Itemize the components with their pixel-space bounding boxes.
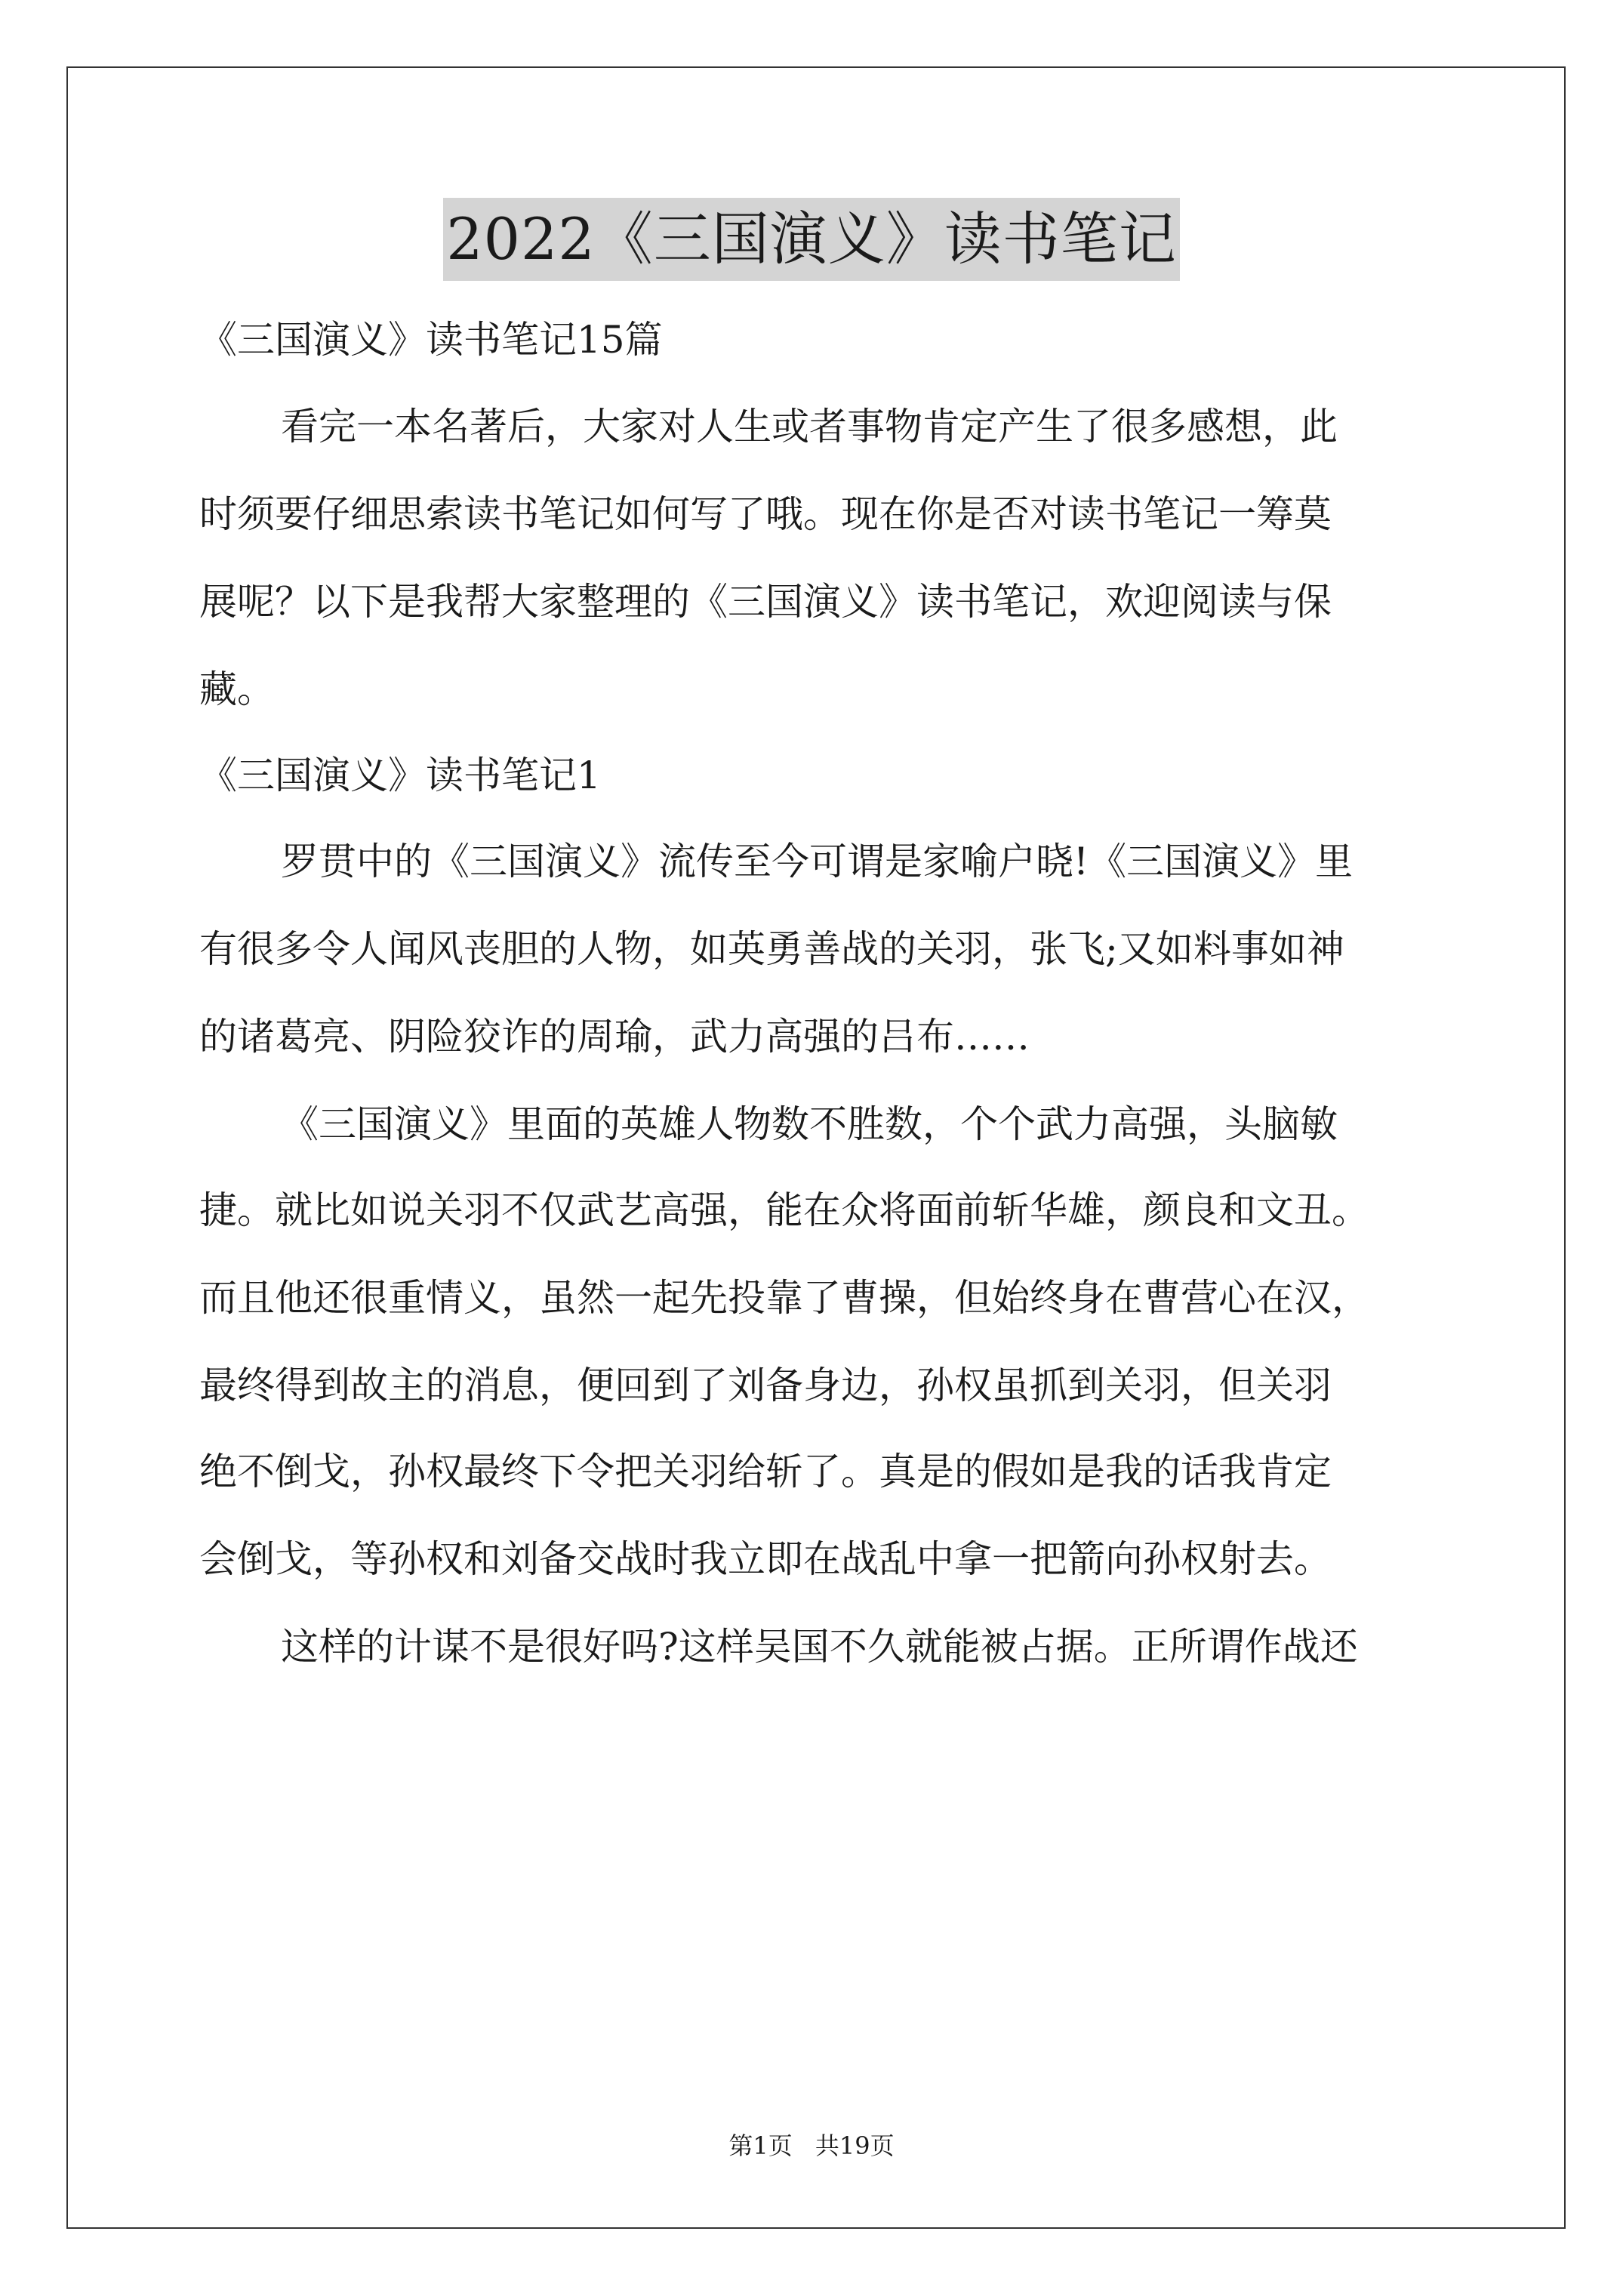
paragraph-line: 的诸葛亮、阴险狡诈的周瑜，武力高强的吕布…… [199, 1015, 1030, 1059]
paragraph-line: 展呢？以下是我帮大家整理的《三国演义》读书笔记，欢迎阅读与保 [199, 580, 1332, 624]
page-footer [0, 2131, 1623, 2161]
title-container [0, 198, 1623, 281]
section-heading: 《三国演义》读书笔记15篇 [199, 318, 663, 362]
page-border [66, 66, 1566, 2229]
page-total: 共19页 [815, 2131, 895, 2160]
paragraph-line: 捷。就比如说关羽不仅武艺高强，能在众将面前斩华雄，颜良和文丑。 [199, 1188, 1369, 1232]
paragraph-line: 罗贯中的《三国演义》流传至今可谓是家喻户晓!《三国演义》里 [281, 840, 1354, 883]
section-heading: 《三国演义》读书笔记1 [199, 754, 601, 797]
paragraph-line: 会倒戈，等孙权和刘备交战时我立即在战乱中拿一把箭向孙权射去。 [199, 1537, 1332, 1581]
paragraph-line: 有很多令人闻风丧胆的人物，如英勇善战的关羽，张飞;又如料事如神 [199, 927, 1344, 971]
paragraph-line: 时须要仔细思索读书笔记如何写了哦。现在你是否对读书笔记一筹莫 [199, 492, 1332, 536]
paragraph-line: 绝不倒戈，孙权最终下令把关羽给斩了。真是的假如是我的话我肯定 [199, 1450, 1332, 1493]
paragraph-line: 而且他还很重情义，虽然一起先投靠了曹操，但始终身在曹营心在汉， [199, 1276, 1369, 1320]
paragraph-line: 《三国演义》里面的英雄人物数不胜数，个个武力高强，头脑敏 [281, 1102, 1338, 1146]
paragraph-line: 这样的计谋不是很好吗?这样吴国不久就能被占据。正所谓作战还 [281, 1625, 1358, 1669]
paragraph-line: 藏。 [199, 667, 275, 711]
document-title: 2022《三国演义》读书笔记 [443, 198, 1179, 281]
paragraph-line: 看完一本名著后，大家对人生或者事物肯定产生了很多感想，此 [281, 405, 1338, 448]
page-number: 第1页 [728, 2131, 793, 2160]
paragraph-line: 最终得到故主的消息，便回到了刘备身边，孙权虽抓到关羽，但关羽 [199, 1364, 1332, 1407]
